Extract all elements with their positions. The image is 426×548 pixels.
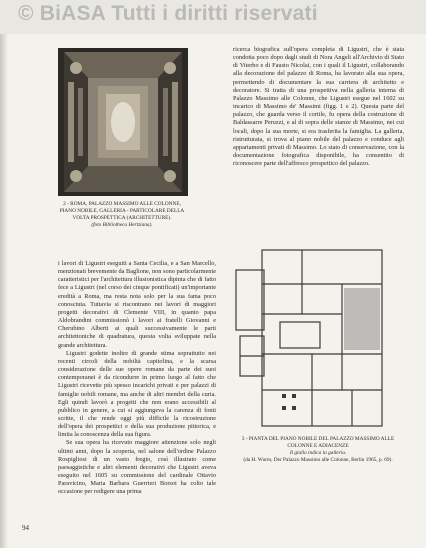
photo-credit: (foto Bibliotheca Hertziana).: [91, 222, 153, 228]
floor-plan-drawing: [232, 244, 402, 432]
body-paragraph: Ligustri godette inoltre di grande stima soprattutto nei recenti circoli della nobiltà capitolina, e la scarsa considerazione delle sue opere romane da parte dei suoi contemporanei è da ricondurre in primo luogo al fatto che Ligustri ricevette più spesso incarichi privati e per palazzi di famiglie nobili romane, ma anche di altri membri della curia. Egli quindi lavorò a progetti che non erano accessibili al pubblico in genere, a cui si aggiungeva la carenza di fonti scritte, il che rende oggi più difficile la ricostruzione dell'opera dei prospettici e della sua produzione pittorica, e limita la conoscenza della sua figura.: [58, 349, 216, 439]
right-column-text: [233, 46, 404, 271]
plan-caption-subtitle: Il giallo indica la galleria.: [289, 450, 347, 456]
body-paragraph: Se sua opera ha ricevuto maggiore attenzione solo negli ultimi anni, dopo la scoperta, nel salone dell'ordine Palazzo Rospigliosi di un vasto fregio, così illustrato come paesaggistiche e altri elementi decorativi che Ligustri aveva eseguito nel 1605 su commissione del cardinale Ottavio Paravicino, Maria Barbara Guerrieri Borsoi ha colto tale occasione per redigere una prima: [58, 439, 216, 496]
photo-caption: [46, 201, 198, 229]
page-number: 94: [22, 524, 29, 532]
photo-caption-line: 2 - ROMA, PALAZZO MASSIMO ALLE COLONNE,: [63, 201, 181, 207]
watermark-text: © BiASA Tutti i diritti riservati: [18, 2, 318, 25]
body-paragraph: ricerca biografica sull'opera completa di Ligustri, che è stata condotta poco dopo dagli studi di Nora Angeli all'Archivio di Stato di Viterbo e di Fausto Nicolai, con i quali il Ligustri, collaborando alla decorazione del palazzo di Roma, ha lavorato alla sua opera, permettendo di documentare la sua carriera di architetto e decoratore. Si tratta di una prospettiva nella galleria interna di Palazzo Massimo alle Colonne, che Ligustri esegue nel 1602 su incarico di Massimo de' Massimi (figg. 1 e 2). Questa parte del palazzo, che guarda verso il cortile, fu opera della costruzione di Baldassarre Peruzzi, e al di sopra delle stanze di Massimo, nei cui locali, dopo la sua morte, si era trasferita la famiglia. La galleria, ristrutturata, si trova al piano nobile del palazzo e conduce agli appartamenti privati di Massimo. Lo stato di conservazione, con la documentazione fotografica disponibile, ha consentito di riconoscere parte dell'affresco prospettico del palazzo.: [233, 46, 404, 168]
left-column-text: [58, 260, 216, 518]
photo-caption-line: PIANO NOBILE, GALLERIA - PARTICOLARE DELLA: [59, 208, 185, 214]
plan-caption-line: 3 - PIANTA DEL PIANO NOBILE DEL PALAZZO MASSIMO ALLE: [241, 436, 395, 442]
fresco-illustration: [58, 48, 188, 196]
book-page: [0, 34, 426, 548]
plan-caption-line: COLONNE E ADIACENZE: [287, 443, 349, 449]
fresco-photograph: [58, 48, 188, 196]
body-paragraph: i lavori di Ligustri eseguiti a Santa Cecilia, e a San Marcello, menzionati brevemente da Baglione, non sono particolarmente caratteristici per l'architettura illusionistica dipinta che di fatto fece a Ligustri (nel corso dei cinque pontificati) un'importante eredità a Roma, ma resta nota solo per la sua fama poco conosciuta. Tuttavia si riscontrano nei lavori di maggiori progetti decorativi di Clemente VIII, in quanto papa Aldobrandini commissionò i lavori ai fratelli Giovanni e Cherubino Alberti ai quali successivamente le parti architettoniche di quadratura, questa volta sviluppate nella grande architettura.: [58, 260, 216, 349]
watermark-banner: [0, 0, 426, 34]
plan-caption: [226, 436, 410, 464]
floor-plan: [232, 244, 402, 432]
photo-caption-line: VOLTA PROSPETTICA (ARCHITETTURE).: [72, 215, 172, 221]
plan-caption-source: (da H. Wurm, Der Palazzo Massimo alle Colonne, Berlin 1965, p. 69).: [243, 457, 393, 463]
